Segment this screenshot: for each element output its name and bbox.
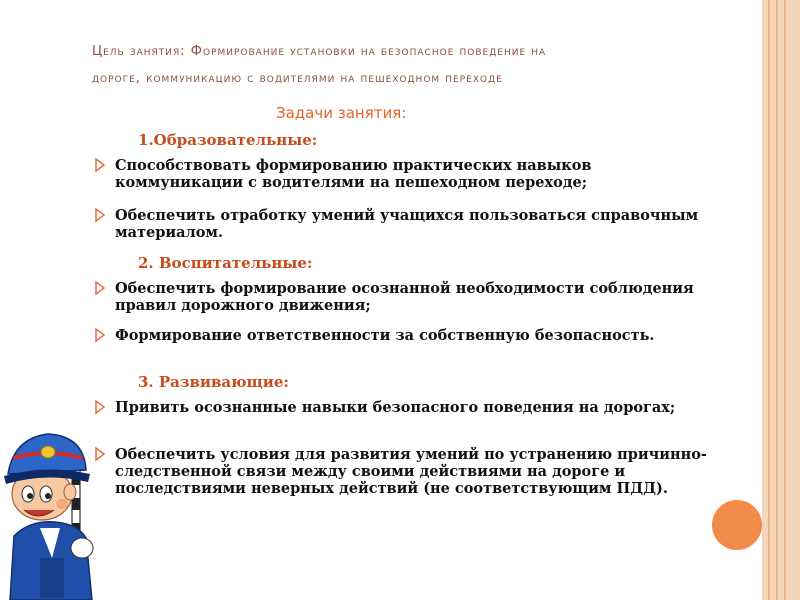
list-item: Способствовать формированию практических навыков коммуникации с водителями на пешеходном переходе; — [115, 157, 715, 191]
section-heading-upbringing: 2. Воспитательные: — [138, 254, 313, 272]
list-item: Формирование ответственности за собственную безопасность. — [115, 327, 715, 344]
bullet-icon — [94, 280, 108, 296]
decorative-frame — [762, 0, 800, 600]
list-item: Обеспечить формирование осознанной необходимости соблюдения правил дорожного движения; — [115, 280, 715, 314]
list-item: Привить осознанные навыки безопасного поведения на дорогах; — [115, 399, 715, 416]
bullet-icon — [94, 399, 108, 415]
traffic-police-illustration — [0, 418, 110, 600]
title-line-1: Цель занятия: Формирование установки на безопасное поведение на — [92, 44, 547, 59]
list-item: Обеспечить условия для развития умений по устранению причинно- следственной связи между своими действиями на дороге и последствиями неверных действий (не соответствующим ПДД). — [115, 446, 715, 497]
decorative-circle — [712, 500, 762, 550]
list-item: Обеспечить отработку умений учащихся пользоваться справочным материалом. — [115, 207, 715, 241]
bullet-icon — [94, 327, 108, 343]
slide-title — [92, 38, 752, 92]
bullet-icon — [94, 207, 108, 223]
tasks-subtitle: Задачи занятия: — [276, 104, 407, 122]
section-heading-developmental: 3. Развивающие: — [138, 373, 289, 391]
section-heading-educational: 1.Образовательные: — [138, 131, 318, 149]
bullet-icon — [94, 157, 108, 173]
title-line-2: дороге, коммуникацию с водителями на пешеходном переходе — [92, 71, 503, 86]
